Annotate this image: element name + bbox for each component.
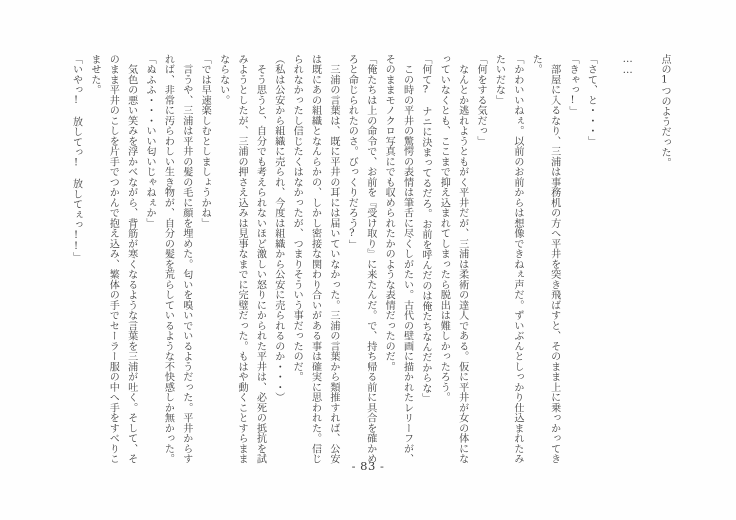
text-line: （私は公安から組織に売られ、今度は組織から公安に売られるのか・・・） — [272, 54, 284, 403]
text-line: この時の平井の驚愕の表情は筆舌に尽くしがたい。古代の壁画に描かれたレリーフが、 — [401, 54, 413, 464]
text-line: 三浦の言葉は、既に平井の耳には届いていなかった。三浦の言葉から類推すれば、公安 — [327, 54, 339, 464]
text-line: っていなくとも、ここまで抑え込まれてしまったら脱出は難しかったろう。 — [438, 54, 450, 403]
text-line: ならない。 — [217, 54, 229, 106]
text-line: 「さて、と・・・」 — [585, 54, 597, 147]
text-line: …… — [622, 54, 634, 77]
text-line: なんとか逃れようともがく平井だが、三浦は柔術の達人である。仮に平井が女の体にな — [456, 54, 468, 464]
text-line: 「きゃっ!」 — [567, 54, 579, 117]
text-line: 気色の悪い笑みを浮かべながら、背筋が寒くなるような言葉を三浦が吐く。そして、そ — [125, 54, 137, 464]
text-line: 言うや、三浦は平井の髪の毛に顔を埋めた。匂いを嗅いでいるようだった。平井からす — [180, 54, 192, 464]
text-line: 部屋に入るなり、三浦は事務机の方へ平井を突き飛ばすと、そのまま上に乗っかってき — [548, 54, 560, 464]
text-line: 「俺たちは上の命令で、お前を『受け取り』に来たんだ。で、持ち帰る前に具合を確かめ — [364, 54, 376, 464]
text-line: 「何をする気だっ」 — [475, 54, 487, 147]
text-line: 「何て? ナニに決まってるだろ。お前を呼んだのは俺たちなんだからな」 — [419, 54, 431, 404]
text-line: は既にあの組織となんらかの、しかし密接な関わり合いがある事は確実に思われた。信じ — [309, 54, 321, 464]
text-line: 「では早速楽しむとしましょうかね」 — [199, 54, 211, 229]
vertical-text-block — [66, 54, 673, 474]
text-line: た。 — [530, 54, 542, 75]
text-line: たいだな」 — [493, 54, 505, 106]
text-line: ませた。 — [88, 54, 100, 95]
text-line: のまま平井のこしを片手でつかんで抱え込み、繁体の手でセーラー服の中へ手をすべりこ — [107, 54, 119, 464]
text-line: 「ぬふふ・・・いい匂いじゃねぇか」 — [144, 54, 156, 229]
text-line: そう思うと、自分でも考えられないほど激しい怒りにかられた平井は、必死の抵抗を試 — [254, 54, 266, 464]
text-line: 「いやっ! 放してっ! 放してぇっ!!」 — [70, 54, 82, 263]
blank-line — [636, 54, 654, 474]
text-line: そのままモノクロ写真にでも収められたかのような表情だったのだ。 — [383, 54, 395, 372]
text-line: られなかったし信じたくはなかったが、つまりそういう事だったのだ。 — [291, 54, 303, 382]
text-line: 「かわいいねぇ。以前のお前からは想像できねぇ声だ。ずいぶんとしっかり仕込まれたみ — [511, 54, 523, 464]
text-line: 点の1つのようだった。 — [659, 54, 670, 168]
blank-line — [599, 54, 617, 474]
page-number: - 83 - — [351, 459, 385, 473]
text-line: みようとしたが、三浦の押さえ込みは見事なまでに完璧だった。もはや動くことすらまま — [236, 54, 248, 464]
text-line: ろと命じられたのさ。びっくりだろう?」 — [346, 54, 358, 250]
text-line: れば、非常に汚らわしい生き物が、自分の髪を荒らしているような不快感しか無かった。 — [162, 54, 174, 464]
